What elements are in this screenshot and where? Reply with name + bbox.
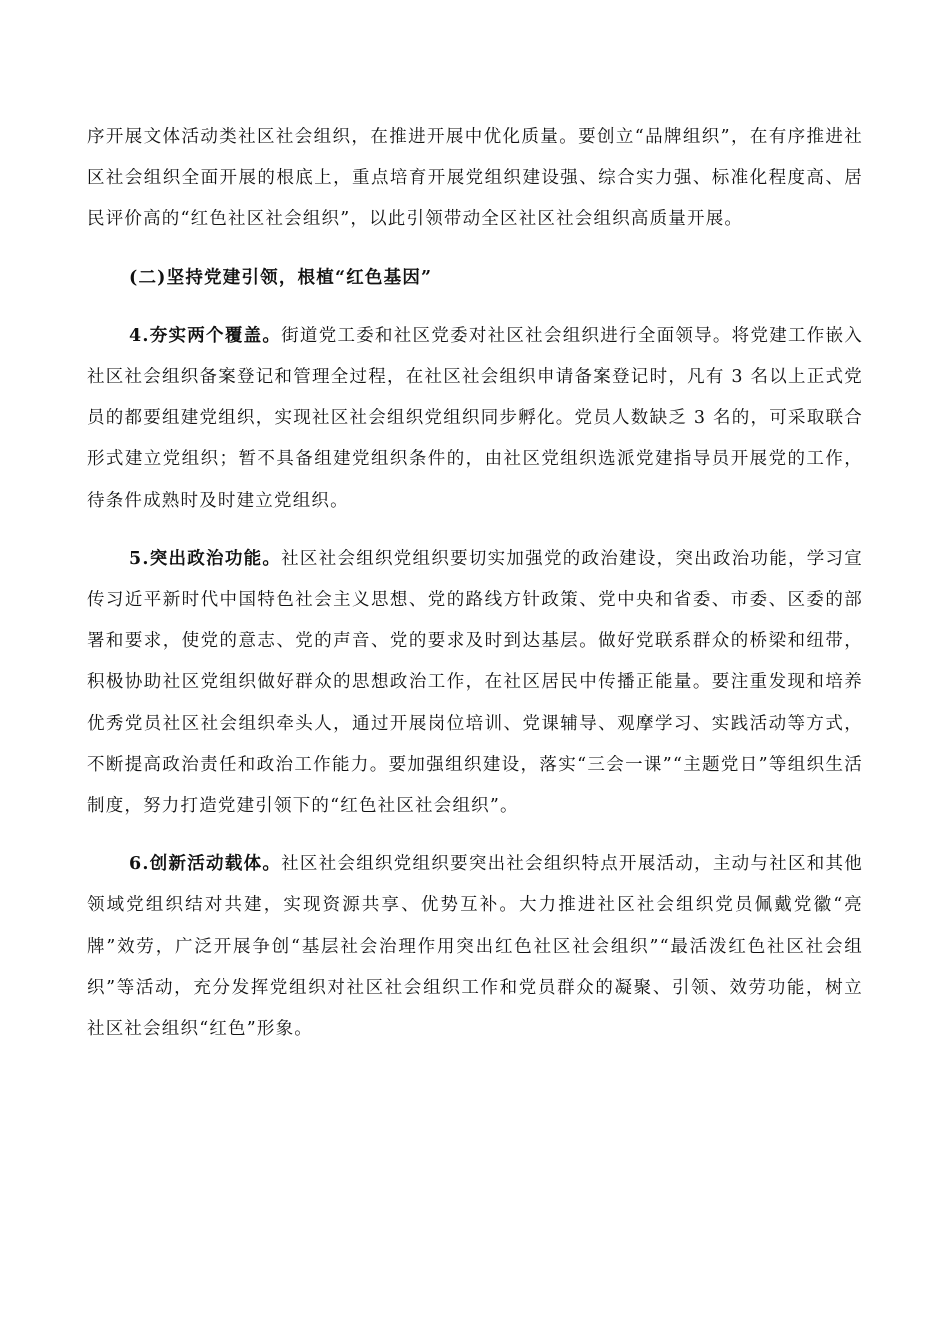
paragraph-text: 社区社会组织党组织要突出社会组织特点开展活动，主动与社区和其他领域党组织结对共建，实现资源共享、优势互补。大力推进社区社会组织党员佩戴党徽“亮牌”效劳，广泛开展争创“基层社会治理作用突出红色社区社会组织”“最活泼红色社区社会组织”等活动，充分发挥党组织对社区社会组织工作和党员群众的凝聚、引领、效劳功能，树立社区社会组织“红色”形象。	[87, 854, 864, 1040]
paragraph-lead: 4.夯实两个覆盖。	[129, 325, 282, 346]
section-heading-text: (二)坚持党建引领，根植“红色基因”	[129, 267, 433, 288]
paragraph-continuation	[87, 117, 863, 241]
document-page	[87, 117, 863, 1050]
paragraph-text: 社区社会组织党组织要切实加强党的政治建设，突出政治功能，学习宣传习近平新时代中国特色社会主义思想、党的路线方针政策、党中央和省委、市委、区委的部署和要求，使党的意志、党的声音、党的要求及时到达基层。做好党联系群众的桥梁和纽带，积极协助社区党组织做好群众的思想政治工作，在社区居民中传播正能量。要注重发现和培养优秀党员社区社会组织牵头人，通过开展岗位培训、党课辅导、观摩学习、实践活动等方式，不断提高政治责任和政治工作能力。要加强组织建设，落实“三会一课”“主题党日”等组织生活制度，努力打造党建引领下的“红色社区社会组织”。	[87, 548, 864, 817]
paragraph-lead: 5.突出政治功能。	[129, 548, 282, 569]
paragraph-item-5	[87, 539, 863, 827]
paragraph-item-4	[87, 316, 863, 522]
paragraph-text: 序开展文体活动类社区社会组织，在推进开展中优化质量。要创立“品牌组织”，在有序推进社区社会组织全面开展的根底上，重点培育开展党组织建设强、综合实力强、标准化程度高、居民评价高的“红色社区社会组织”，以此引领带动全区社区社会组织高质量开展。	[87, 127, 863, 230]
paragraph-text: 街道党工委和社区党委对社区社会组织进行全面领导。将党建工作嵌入社区社会组织备案登记和管理全过程，在社区社会组织申请备案登记时，凡有 3 名以上正式党员的都要组建党组织，实现社区社会组织党组织同步孵化。党员人数缺乏 3 名的，可采取联合形式建立党组织；暂不具备组建党组织条件的，由社区党组织选派党建指导员开展党的工作，待条件成熟时及时建立党组织。	[87, 325, 864, 511]
paragraph-item-6	[87, 844, 863, 1050]
section-heading	[87, 258, 863, 299]
paragraph-lead: 6.创新活动载体。	[129, 854, 282, 875]
